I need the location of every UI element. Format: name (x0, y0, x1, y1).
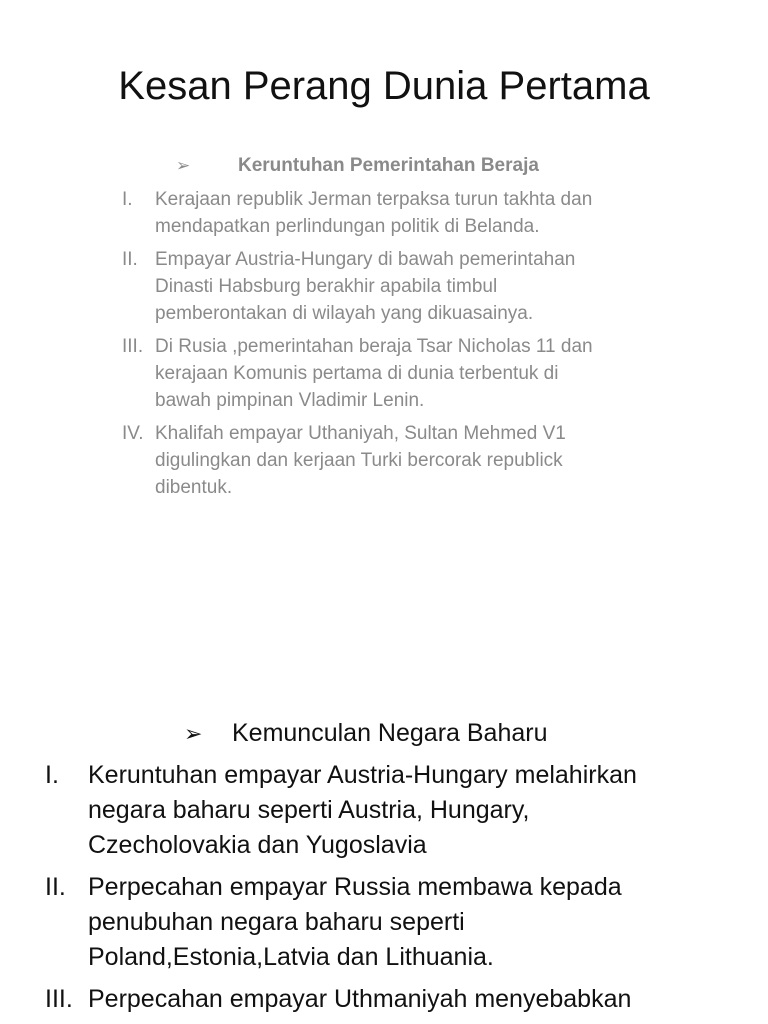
list-item-text-line: Dinasti Habsburg berakhir apabila timbul (155, 276, 498, 297)
list-item-text-line: Czecholovakia dan Yugoslavia (88, 831, 427, 859)
list-item-text-line: Poland,Estonia,Latvia dan Lithuania. (88, 943, 494, 971)
numbered-list (45, 758, 745, 1024)
list-item-number: III. (45, 985, 73, 1013)
list-item-text-line: Keruntuhan empayar Austria-Hungary melahirkan (88, 761, 637, 789)
list-item-text-line: dibentuk. (155, 477, 233, 498)
list-item-number: I. (122, 189, 133, 210)
list-item-text-line: penubuhan negara baharu seperti (88, 908, 465, 936)
list-item-number: I. (45, 761, 59, 789)
list-item-text-line: pemberontakan di wilayah yang dikuasainya. (155, 303, 534, 324)
list-item-number: III. (122, 336, 144, 357)
list-item-number: II. (122, 249, 138, 270)
list-item-text-line: Di Rusia ,pemerintahan beraja Tsar Nicholas 11 dan (155, 336, 593, 357)
list-item (122, 246, 652, 327)
slide-title: Kesan Perang Dunia Pertama (118, 64, 650, 108)
list-item (45, 870, 745, 975)
list-item-text-line: kerajaan Komunis pertama di dunia terbentuk di (155, 363, 559, 384)
list-item-text-line: Kerajaan republik Jerman terpaksa turun takhta dan (155, 189, 593, 210)
section-heading-text: Keruntuhan Pemerintahan Beraja (238, 155, 539, 176)
list-item-text-line: negara baharu seperti Austria, Hungary, (88, 796, 530, 824)
list-item-text-line: Empayar Austria-Hungary di bawah pemerintahan (155, 249, 576, 270)
list-item-number: IV. (122, 423, 144, 444)
arrow-bullet-icon: ➢ (176, 156, 191, 175)
list-item-text-line: mendapatkan perlindungan politik di Belanda. (155, 216, 540, 237)
list-item-text-line: Khalifah empayar Uthaniyah, Sultan Mehmed V1 (155, 423, 566, 444)
numbered-list (122, 186, 652, 507)
list-item (45, 758, 745, 863)
section-heading-text: Kemunculan Negara Baharu (232, 719, 548, 747)
list-item-text-line: bawah pimpinan Vladimir Lenin. (155, 390, 425, 411)
list-item (122, 420, 652, 501)
list-item (45, 982, 745, 1017)
list-item-text-line: digulingkan dan kerjaan Turki bercorak republick (155, 450, 563, 471)
list-item (122, 186, 652, 240)
list-item-text-line: Perpecahan empayar Russia membawa kepada (88, 873, 622, 901)
arrow-bullet-icon: ➢ (184, 721, 203, 746)
list-item-number: II. (45, 873, 66, 901)
list-item (122, 333, 652, 414)
list-item-text-line: Perpecahan empayar Uthmaniyah menyebabkan (88, 985, 632, 1013)
